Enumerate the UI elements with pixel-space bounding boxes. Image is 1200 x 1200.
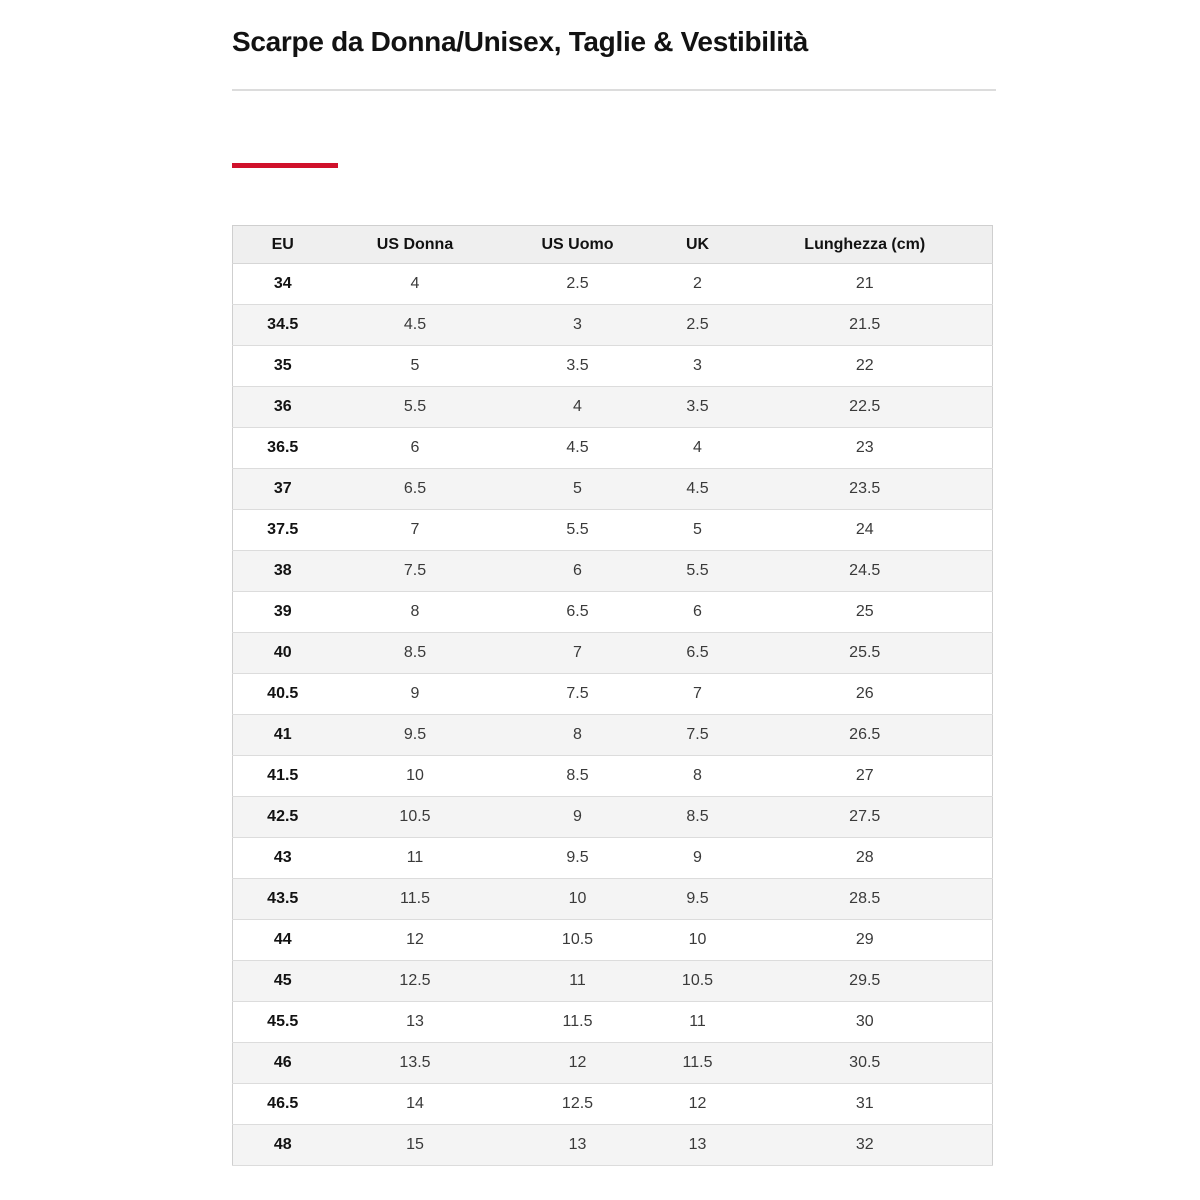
size-cell: 30.5 (849, 1054, 881, 1072)
size-cell: 11 (406, 849, 424, 867)
size-table-header (233, 226, 993, 264)
size-cell: 6.5 (566, 603, 589, 621)
size-cell: 21 (855, 275, 874, 293)
eu-size-cell: 38 (273, 562, 292, 580)
size-cell: 12 (568, 1054, 587, 1072)
column-header: Lunghezza (cm) (738, 226, 993, 264)
size-cell: 10.5 (561, 931, 594, 949)
size-cell: 7 (410, 521, 420, 539)
table-row (233, 387, 993, 428)
table-row (233, 756, 993, 797)
size-cell: 10 (688, 931, 707, 949)
size-cell: 5 (573, 480, 582, 498)
size-cell: 8 (573, 726, 582, 744)
eu-size-cell: 43.5 (267, 890, 299, 908)
size-cell: 10 (406, 767, 424, 785)
eu-size-cell: 39 (273, 603, 292, 621)
size-cell: 6 (693, 603, 702, 621)
size-cell: 5.5 (403, 398, 427, 416)
size-cell: 4.5 (686, 480, 709, 498)
size-cell: 11 (569, 972, 586, 990)
size-cell: 23.5 (849, 480, 881, 498)
size-cell: 6.5 (403, 480, 427, 498)
size-cell: 11.5 (400, 890, 430, 908)
size-cell: 2 (693, 275, 702, 293)
size-cell: 8 (410, 603, 420, 621)
table-row (233, 510, 993, 551)
size-cell: 25.5 (849, 644, 881, 662)
size-table-body (233, 264, 993, 1166)
size-guide-section (232, 0, 992, 1166)
size-cell: 12 (688, 1095, 707, 1113)
column-header: UK (658, 226, 738, 264)
size-cell: 13 (688, 1136, 707, 1154)
size-cell: 13 (568, 1136, 587, 1154)
size-cell: 24.5 (849, 562, 881, 580)
eu-size-cell: 36.5 (267, 439, 299, 457)
size-cell: 22 (855, 357, 874, 375)
size-cell: 3 (573, 316, 582, 334)
eu-size-cell: 34 (273, 275, 292, 293)
eu-size-cell: 44 (273, 931, 292, 949)
eu-size-cell: 46.5 (267, 1095, 299, 1113)
size-cell: 13 (406, 1013, 424, 1031)
size-cell: 12 (406, 931, 424, 949)
table-row (233, 264, 993, 305)
size-cell: 8.5 (566, 767, 589, 785)
size-cell: 26.5 (849, 726, 881, 744)
table-row (233, 551, 993, 592)
size-cell: 9 (693, 849, 702, 867)
eu-size-cell: 37.5 (267, 521, 299, 539)
size-cell: 4 (573, 398, 582, 416)
size-cell: 2.5 (686, 316, 709, 334)
size-cell: 4.5 (566, 439, 589, 457)
size-cell: 14 (406, 1095, 424, 1113)
size-cell: 7 (693, 685, 702, 703)
size-cell: 8 (693, 767, 702, 785)
size-cell: 2.5 (566, 275, 589, 293)
table-row (233, 674, 993, 715)
size-cell: 3.5 (686, 398, 709, 416)
size-cell: 9 (573, 808, 582, 826)
size-cell: 9.5 (566, 849, 589, 867)
size-cell: 15 (406, 1136, 424, 1154)
size-cell: 10.5 (681, 972, 714, 990)
size-cell: 4 (693, 439, 702, 457)
size-cell: 4.5 (403, 316, 427, 334)
size-cell: 27 (855, 767, 874, 785)
size-cell: 12.5 (561, 1095, 594, 1113)
size-cell: 22.5 (849, 398, 881, 416)
size-cell: 9.5 (403, 726, 427, 744)
size-cell: 11 (689, 1013, 706, 1031)
size-table (232, 225, 993, 1166)
size-cell: 9.5 (686, 890, 709, 908)
table-row (233, 1125, 993, 1166)
size-cell: 28.5 (849, 890, 881, 908)
accent-bar (232, 163, 338, 168)
size-cell: 8.5 (403, 644, 427, 662)
size-cell: 12.5 (399, 972, 431, 990)
size-cell: 21.5 (849, 316, 881, 334)
table-row (233, 305, 993, 346)
eu-size-cell: 40 (273, 644, 292, 662)
size-cell: 26 (855, 685, 874, 703)
size-cell: 4 (410, 275, 420, 293)
size-cell: 5 (693, 521, 702, 539)
size-cell: 32 (855, 1136, 874, 1154)
page-title: Scarpe da Donna/Unisex, Taglie & Vestibilità (232, 26, 809, 57)
table-row (233, 633, 993, 674)
eu-size-cell: 41.5 (267, 767, 299, 785)
size-cell: 7.5 (403, 562, 427, 580)
size-cell: 5.5 (566, 521, 589, 539)
size-cell: 10 (568, 890, 587, 908)
column-header: US Donna (333, 226, 498, 264)
eu-size-cell: 46 (273, 1054, 292, 1072)
size-cell: 8.5 (686, 808, 709, 826)
table-row (233, 346, 993, 387)
table-row (233, 879, 993, 920)
header-row (233, 226, 993, 264)
eu-size-cell: 36 (273, 398, 292, 416)
size-cell: 9 (410, 685, 420, 703)
section-divider (232, 89, 996, 91)
table-row (233, 1084, 993, 1125)
size-cell: 23 (855, 439, 874, 457)
column-header: US Uomo (498, 226, 658, 264)
size-cell: 5 (410, 357, 420, 375)
eu-size-cell: 42.5 (267, 808, 299, 826)
table-row (233, 838, 993, 879)
size-cell: 13.5 (399, 1054, 431, 1072)
eu-size-cell: 37 (273, 480, 292, 498)
eu-size-cell: 45.5 (267, 1013, 299, 1031)
table-row (233, 1043, 993, 1084)
table-row (233, 961, 993, 1002)
size-cell: 11.5 (682, 1054, 713, 1072)
size-cell: 29 (855, 931, 874, 949)
eu-size-cell: 34.5 (267, 316, 299, 334)
size-cell: 31 (855, 1095, 874, 1113)
table-row (233, 1002, 993, 1043)
eu-size-cell: 40.5 (267, 685, 299, 703)
size-cell: 24 (855, 521, 874, 539)
size-cell: 10.5 (399, 808, 431, 826)
size-cell: 6 (573, 562, 582, 580)
eu-size-cell: 35 (273, 357, 292, 375)
table-row (233, 428, 993, 469)
table-row (233, 920, 993, 961)
eu-size-cell: 43 (273, 849, 292, 867)
size-cell: 7.5 (686, 726, 709, 744)
size-cell: 27.5 (849, 808, 881, 826)
size-cell: 30 (855, 1013, 874, 1031)
size-cell: 6 (410, 439, 420, 457)
size-cell: 29.5 (849, 972, 881, 990)
size-cell: 3 (693, 357, 702, 375)
size-cell: 3.5 (566, 357, 589, 375)
size-cell: 11.5 (562, 1013, 593, 1031)
size-cell: 6.5 (686, 644, 709, 662)
size-cell: 5.5 (686, 562, 709, 580)
eu-size-cell: 45 (273, 972, 292, 990)
table-row (233, 797, 993, 838)
column-header: EU (233, 226, 333, 264)
size-cell: 28 (855, 849, 874, 867)
size-cell: 7 (573, 644, 582, 662)
size-cell: 25 (855, 603, 874, 621)
size-cell: 7.5 (566, 685, 589, 703)
table-row (233, 592, 993, 633)
table-row (233, 469, 993, 510)
table-row (233, 715, 993, 756)
eu-size-cell: 41 (273, 726, 292, 744)
eu-size-cell: 48 (273, 1136, 292, 1154)
